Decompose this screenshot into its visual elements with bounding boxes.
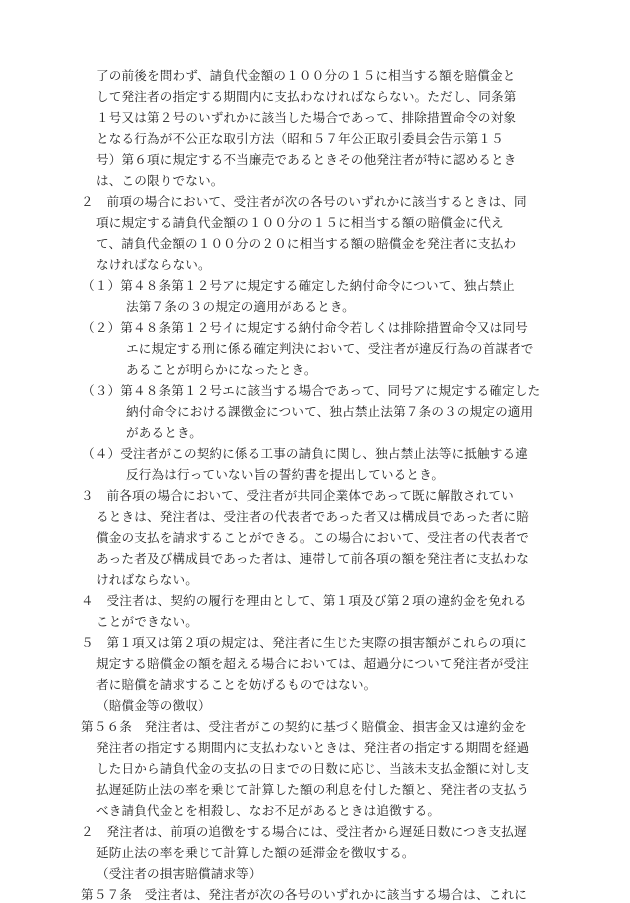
text-line-25: ければならない。	[96, 572, 198, 587]
text-line-21: ３ 前各項の場合において、受注者が共同企業体であって既に解散されてい	[81, 488, 514, 503]
text-line-16: （３）第４８条第１２号エに該当する場合であって、同号アに規定する確定した	[82, 383, 541, 398]
text-line-33: 発注者の指定する期間内に支払わないときは、発注者の指定する期間を経過	[96, 740, 530, 755]
text-line-6: は、この限りでない。	[96, 173, 224, 188]
text-line-7: ２ 前項の場合において、受注者が次の各号のいずれかに該当するときは、同	[81, 194, 527, 209]
text-line-38: 延防止法の率を乗じて計算した額の延滞金を徴収する。	[96, 845, 415, 860]
text-line-14: エに規定する刑に係る確定判決において、受注者が違反行為の首謀者で	[126, 341, 534, 356]
text-line-18: があるとき。	[126, 425, 202, 440]
text-line-27: ことができない。	[96, 614, 198, 629]
text-line-22: るときは、発注者は、受注者の代表者であった者又は構成員であった者に賠	[96, 509, 530, 524]
text-line-23: 償金の支払を請求することができる。この場合において、受注者の代表者で	[96, 530, 530, 545]
text-line-30: 者に賠償を請求することを妨げるものではない。	[96, 677, 377, 692]
text-line-3: １号又は第２号のいずれかに該当した場合であって、排除措置命令の対象	[96, 110, 517, 125]
text-line-10: なければならない。	[96, 257, 211, 272]
text-line-20: 反行為は行っていない旨の誓約書を提出しているとき。	[126, 467, 445, 482]
text-line-36: べき請負代金とを相殺し、なお不足があるときは追徴する。	[96, 803, 441, 818]
text-line-17: 納付命令における課徴金について、独占禁止法第７条の３の規定の適用	[126, 404, 534, 419]
text-line-28: ５ 第１項又は第２項の規定は、発注者に生じた実際の損害額がこれらの項に	[81, 635, 528, 650]
article-56-heading-line: 第５６条 発注者は、受注者がこの契約に基づく賠償金、損害金又は違約金を	[81, 719, 528, 734]
article-57-heading-line: 第５７条 受注者は、発注者が次の各号のいずれかに該当する場合は、これに	[81, 887, 528, 902]
text-line-11: （１）第４８条第１２号アに規定する確定した納付命令について、独占禁止	[82, 278, 515, 293]
section-heading-damages-collection: （賠償金等の徴収）	[96, 698, 211, 713]
text-line-5: 号）第６項に規定する不当廉売であるときその他発注者が特に認めるとき	[96, 152, 517, 167]
text-line-34: した日から請負代金の支払の日までの日数に応じ、当該未支払金額に対し支	[96, 761, 530, 776]
text-line-9: て、請負代金額の１００分の２０に相当する額の賠償金を発注者に支払わ	[96, 236, 517, 251]
text-line-4: となる行為が不公正な取引方法（昭和５７年公正取引委員会告示第１５	[96, 131, 504, 146]
text-line-2: して発注者の指定する期間内に支払わなければならない。ただし、同条第	[96, 89, 517, 104]
section-heading-contractor-damage-claim: （受注者の損害賠償請求等）	[96, 866, 262, 881]
text-line-35: 払遅延防止法の率を乗じて計算した額の利息を付した額と、発注者の支払う	[96, 782, 530, 797]
text-line-1: 了の前後を問わず、請負代金額の１００分の１５に相当する額を賠償金と	[96, 68, 516, 83]
text-line-37: ２ 発注者は、前項の追徴をする場合には、受注者から遅延日数につき支払遅	[81, 824, 527, 839]
text-line-13: （２）第４８条第１２号イに規定する納付命令若しくは排除措置命令又は同号	[82, 320, 529, 335]
text-line-15: あることが明らかになったとき。	[126, 362, 317, 377]
text-line-12: 法第７条の３の規定の適用があるとき。	[126, 299, 355, 314]
text-line-19: （４）受注者がこの契約に係る工事の請負に関し、独占禁止法等に抵触する違	[82, 446, 529, 461]
text-line-29: 規定する賠償金の額を超える場合においては、超過分について発注者が受注	[96, 656, 530, 671]
text-line-24: あった者及び構成員であった者は、連帯して前各項の額を発注者に支払わな	[96, 551, 530, 566]
text-line-8: 項に規定する請負代金額の１００分の１５に相当する額の賠償金に代え	[96, 215, 504, 230]
text-line-26: ４ 受注者は、契約の履行を理由として、第１項及び第２項の違約金を免れる	[81, 593, 527, 608]
